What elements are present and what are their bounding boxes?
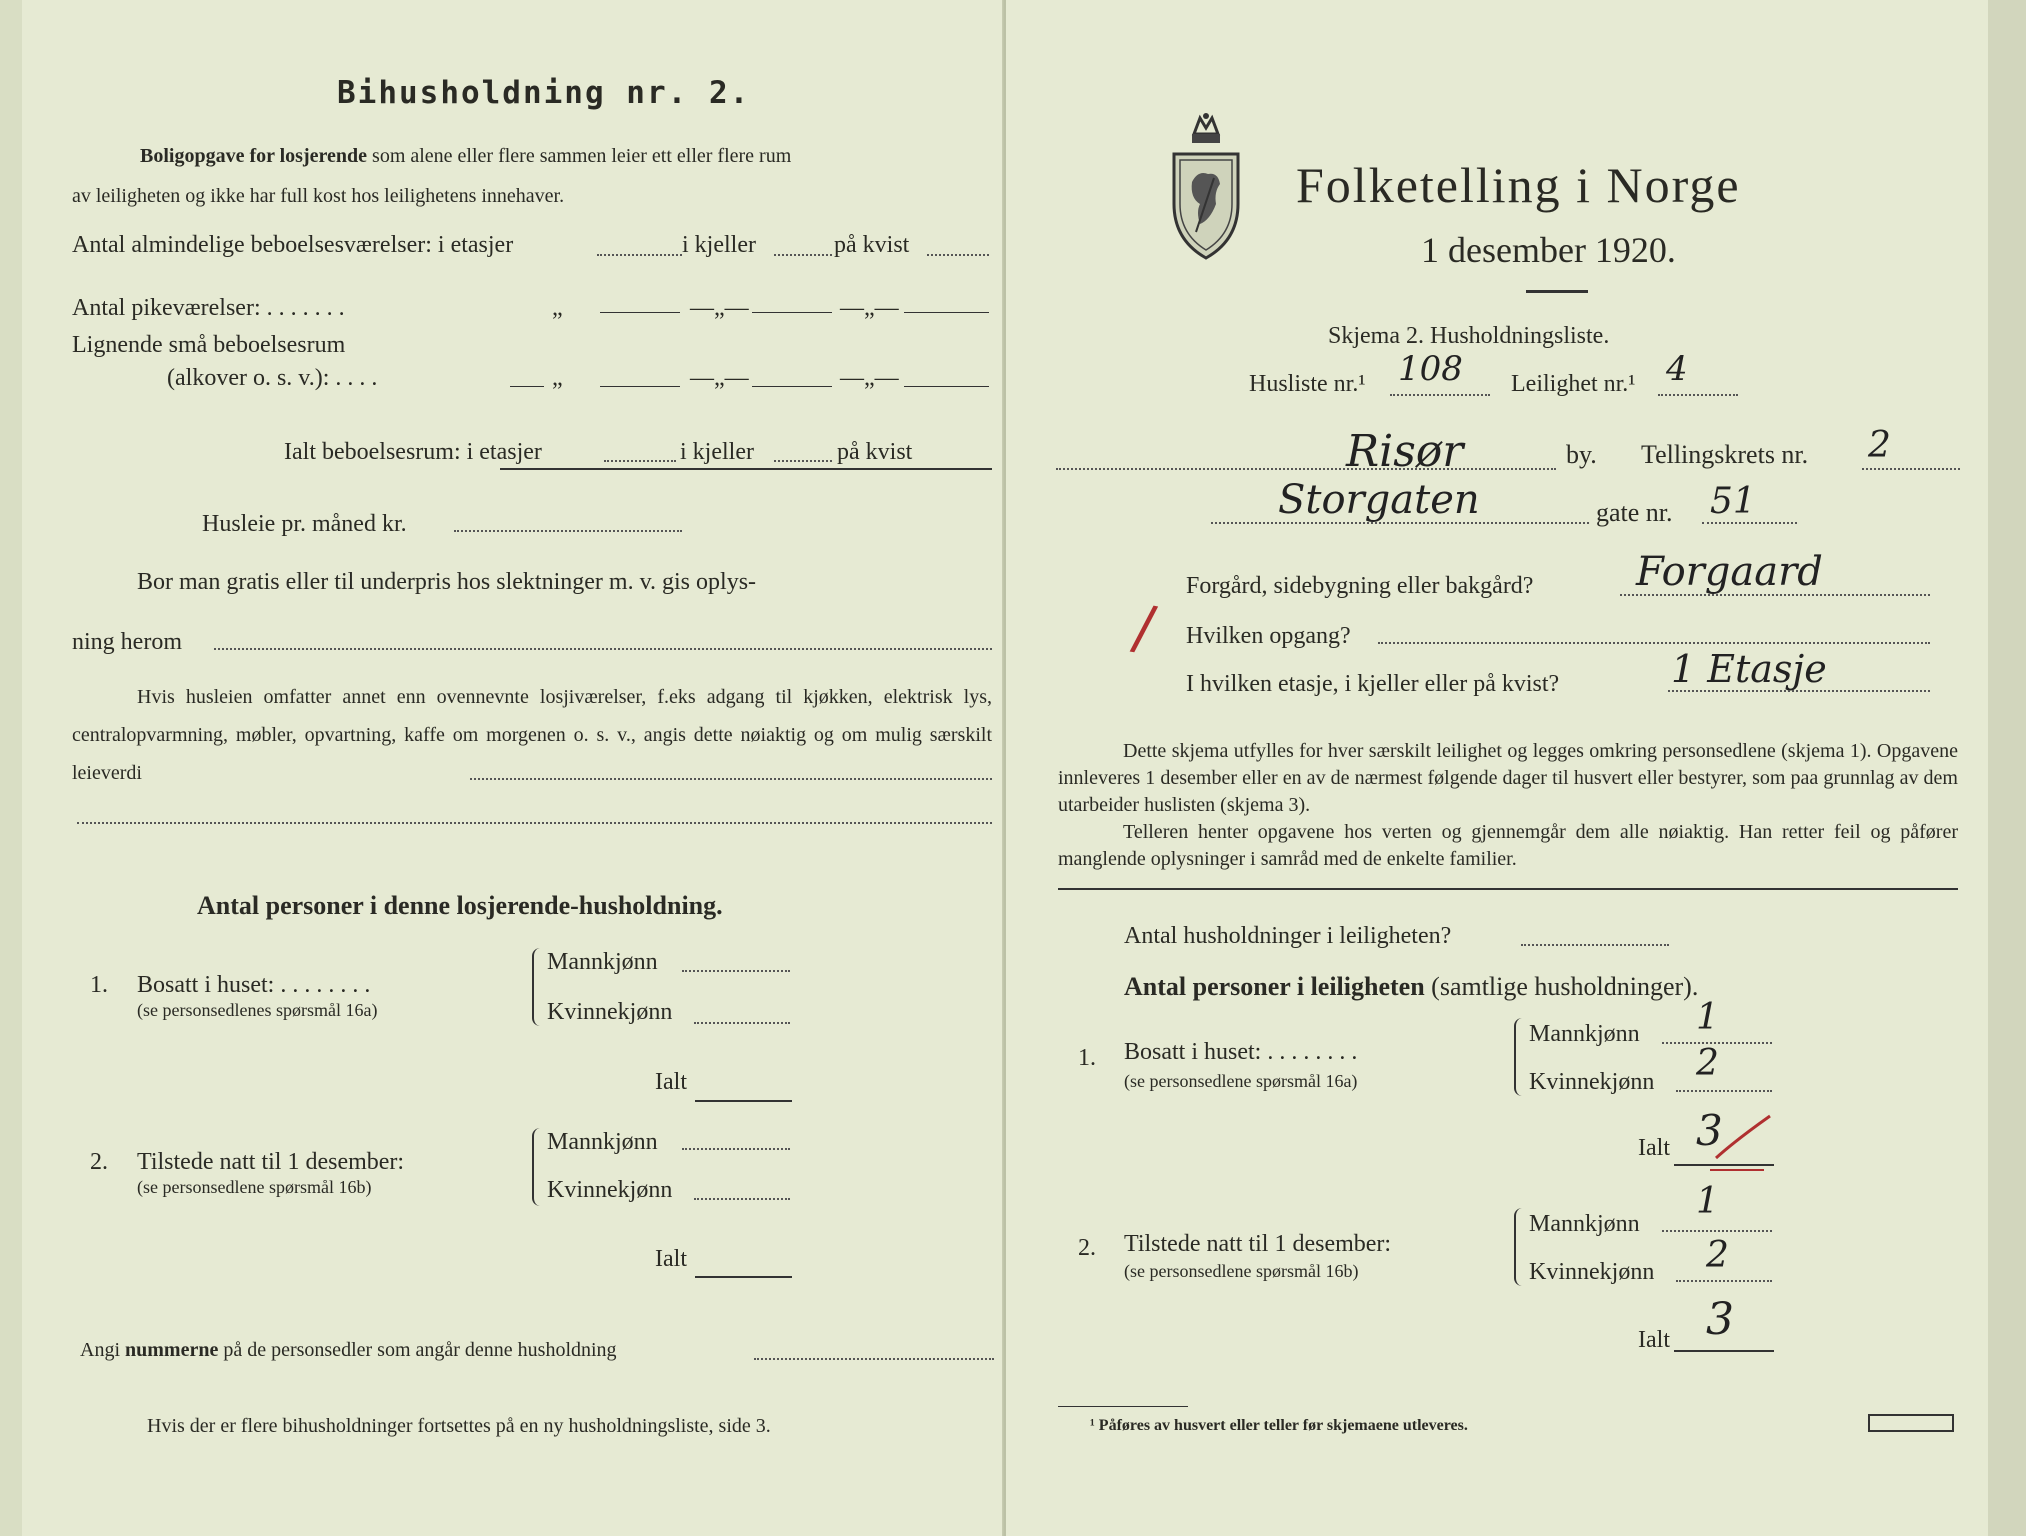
rq2-male-label: Mannkjønn <box>1529 1211 1640 1237</box>
small-rooms-quote: „ <box>552 365 563 391</box>
rq2-sub: (se personsedlene spørsmål 16b) <box>1124 1261 1359 1281</box>
rq2-num: 2. <box>1078 1235 1096 1261</box>
pike-quote: „ <box>552 295 563 321</box>
rent-line <box>454 530 682 532</box>
instructions-1: Dette skjema utfylles for hver særskilt leilighet og legges omkring personsedlene (skjema 1). Opgavene innleveres 1 desember eller en av de nærmest følgende dager til husvert eller bestyrer, som paa grunnlag av dem utarbeider huslisten (skjema 3). <box>1058 740 1958 816</box>
rooms-label: Antal almindelige beboelsesværelser: i etasjer <box>72 232 514 258</box>
rq1-total-line <box>1674 1164 1774 1166</box>
q1-male-label: Mannkjønn <box>547 949 658 975</box>
red-check-icon <box>1706 1110 1776 1180</box>
footnote: ¹ Påføres av husvert eller teller før skjemaene utleveres. <box>1090 1417 1468 1434</box>
q2-total-label: Ialt <box>655 1246 687 1272</box>
q1-sub: (se personsedlenes spørsmål 16a) <box>137 1000 378 1020</box>
intro-bold: Boligopgave for losjerende <box>140 145 368 167</box>
rq2-female-line <box>1676 1280 1772 1282</box>
small-rooms-label-2: (alkover o. s. v.): . . . . <box>167 365 378 391</box>
census-date: 1 desember 1920. <box>1421 230 1676 270</box>
households-line <box>1521 944 1669 946</box>
gratis-line <box>214 648 992 650</box>
rooms-kjeller-line <box>774 254 832 256</box>
persons-label <box>1124 974 1698 1000</box>
left-title: Bihusholdning nr. 2. <box>337 75 751 111</box>
leilighet-line <box>1658 394 1738 396</box>
rq1-female-value: 2 <box>1696 1043 1719 1084</box>
rooms-etasjer-line <box>597 254 682 256</box>
leieverdi-line <box>470 778 992 780</box>
persons-bold: Antal personer i leiligheten <box>1124 972 1425 1001</box>
coat-of-arms-icon <box>1166 112 1246 262</box>
q1-brace <box>532 948 544 1026</box>
rq2-total-label: Ialt <box>1638 1327 1670 1353</box>
rq2-total-value: 3 <box>1706 1294 1734 1345</box>
etasje-label: I hvilken etasje, i kjeller eller på kvist? <box>1186 671 1560 697</box>
krets-label: Tellingskrets nr. <box>1641 440 1809 469</box>
q2-male-label: Mannkjønn <box>547 1129 658 1155</box>
rq2-total-line <box>1674 1350 1774 1352</box>
husliste-value: 108 <box>1398 349 1463 389</box>
gate-label: gate nr. <box>1596 498 1673 527</box>
intro-rest: som alene eller flere sammen leier ett eller flere rum <box>367 145 792 167</box>
right-page <box>1006 0 1988 1536</box>
instructions-rule <box>1058 888 1958 890</box>
pike-line-2 <box>752 312 832 313</box>
rq1-male-value: 1 <box>1696 997 1719 1038</box>
intro-line-2: av leiligheten og ikke har full kost hos leilighetens innehaver. <box>72 185 565 207</box>
pike-label: Antal pikeværelser: . . . . . . . <box>72 295 345 321</box>
q2-brace <box>532 1128 544 1206</box>
leieverdi-line-2 <box>77 822 992 824</box>
gratis-line-2: ning herom <box>72 629 182 655</box>
rq2-male-line <box>1662 1230 1772 1232</box>
etasje-line <box>1668 690 1930 692</box>
husliste-label: Husliste nr.¹ <box>1249 371 1366 397</box>
q2-male-line <box>682 1148 790 1150</box>
q2-total-line <box>695 1276 792 1278</box>
small-rooms-label-1: Lignende små beboelsesrum <box>72 332 346 358</box>
numbers-label <box>80 1340 617 1360</box>
small-rooms-line-0 <box>510 386 544 387</box>
left-footer: Hvis der er flere bihusholdninger fortsettes på en ny husholdningsliste, side 3. <box>147 1415 771 1437</box>
rq1-total-value: 3 <box>1696 1106 1723 1155</box>
rooms-kvist-line <box>927 254 989 256</box>
rq2-label: Tilstede natt til 1 desember: <box>1124 1231 1392 1257</box>
opgang-line <box>1378 642 1930 644</box>
persons-rest: (samtlige husholdninger). <box>1424 972 1699 1001</box>
q2-num: 2. <box>90 1149 108 1175</box>
etasje-value: 1 Etasje <box>1671 647 1827 691</box>
krets-value: 2 <box>1868 425 1891 466</box>
rq1-num: 1. <box>1078 1045 1096 1071</box>
rq1-label: Bosatt i huset: . . . . . . . . <box>1124 1039 1358 1065</box>
rooms-kvist: på kvist <box>834 232 910 258</box>
opgang-label: Hvilken opgang? <box>1186 623 1351 649</box>
q1-male-line <box>682 970 790 972</box>
pike-dash-1: —„— <box>690 295 749 321</box>
numbers-post: på de personsedler som angår denne husholdning <box>218 1339 617 1361</box>
q2-female-line <box>694 1198 790 1200</box>
right-title: Folketelling i Norge <box>1296 157 1741 213</box>
q1-female-line <box>694 1022 790 1024</box>
forgard-value: Forgaard <box>1636 549 1823 595</box>
numbers-bold: nummerne <box>125 1339 219 1361</box>
total-kvist: på kvist <box>837 439 913 465</box>
rq1-total-label: Ialt <box>1638 1135 1670 1161</box>
small-rooms-dash-1: —„— <box>690 365 749 391</box>
total-kjeller-line <box>774 460 832 462</box>
q2-label: Tilstede natt til 1 desember: <box>137 1149 405 1175</box>
q1-num: 1. <box>90 972 108 998</box>
gate-value: 51 <box>1710 481 1756 522</box>
persons-heading: Antal personer i denne losjerende-husholdning. <box>197 891 723 920</box>
forgard-label: Forgård, sidebygning eller bakgård? <box>1186 573 1534 599</box>
small-rooms-line-2 <box>752 386 832 387</box>
rent-label: Husleie pr. måned kr. <box>202 511 407 537</box>
rooms-kjeller: i kjeller <box>682 232 756 258</box>
households-label: Antal husholdninger i leiligheten? <box>1124 923 1452 949</box>
q1-total-line <box>695 1100 792 1102</box>
q2-sub: (se personsedlene spørsmål 16b) <box>137 1177 372 1197</box>
rq1-female-label: Kvinnekjønn <box>1529 1069 1655 1095</box>
street-value: Storgaten <box>1278 477 1480 523</box>
total-underline <box>500 468 992 470</box>
rq2-female-value: 2 <box>1706 1235 1729 1276</box>
red-margin-mark: / <box>1128 591 1161 665</box>
rq2-female-label: Kvinnekjønn <box>1529 1259 1655 1285</box>
schema-label: Skjema 2. Husholdningsliste. <box>1328 323 1610 349</box>
rq2-brace <box>1514 1208 1526 1286</box>
husliste-line <box>1390 394 1490 396</box>
small-rooms-line-3 <box>904 386 989 387</box>
pike-line-1 <box>600 312 680 313</box>
rent-note: Hvis husleien omfatter annet enn ovennevnte losjiværelser, f.eks adgang til kjøkken, elektrisk lys, centralopvarmning, møbler, opvartning, kaffe om morgenen o. s. v., angis dette nøiaktig og om mulig særskilt leieverdi <box>72 686 992 784</box>
leilighet-label: Leilighet nr.¹ <box>1511 371 1636 397</box>
small-rooms-dash-2: —„— <box>840 365 899 391</box>
total-kjeller: i kjeller <box>680 439 754 465</box>
printer-stamp <box>1868 1414 1954 1432</box>
q1-label: Bosatt i huset: . . . . . . . . <box>137 972 371 998</box>
krets-line <box>1862 468 1960 470</box>
by-label: by. <box>1566 440 1597 469</box>
left-page <box>22 0 1004 1536</box>
intro-line-1 <box>140 146 791 166</box>
gate-line <box>1702 522 1797 524</box>
total-etasjer-line <box>604 460 676 462</box>
numbers-pre: Angi <box>80 1339 125 1361</box>
q2-female-label: Kvinnekjønn <box>547 1177 673 1203</box>
pike-line-3 <box>904 312 989 313</box>
leilighet-value: 4 <box>1666 349 1688 389</box>
rq1-female-line <box>1676 1090 1772 1092</box>
q1-total-label: Ialt <box>655 1069 687 1095</box>
title-rule <box>1526 290 1588 293</box>
scan-edge <box>1988 0 2026 1536</box>
rq1-male-label: Mannkjønn <box>1529 1021 1640 1047</box>
small-rooms-line-1 <box>600 386 680 387</box>
rq1-sub: (se personsedlene spørsmål 16a) <box>1124 1071 1358 1091</box>
street-line <box>1211 522 1589 524</box>
forgard-line <box>1620 594 1930 596</box>
footnote-rule <box>1058 1406 1188 1407</box>
gratis-line-1: Bor man gratis eller til underpris hos slektninger m. v. gis oplys- <box>137 569 757 595</box>
pike-dash-2: —„— <box>840 295 899 321</box>
numbers-line <box>754 1358 994 1360</box>
rq1-brace <box>1514 1018 1526 1096</box>
instructions-2: Telleren henter opgavene hos verten og gjennemgår dem alle nøiaktig. Han retter feil og påfører manglende oplysninger i samråd med de enkelte familier. <box>1058 821 1958 870</box>
city-line <box>1056 468 1556 470</box>
rq2-male-value: 1 <box>1696 1181 1719 1222</box>
q1-female-label: Kvinnekjønn <box>547 999 673 1025</box>
city-value: Risør <box>1346 426 1464 477</box>
total-rooms-label: Ialt beboelsesrum: i etasjer <box>284 439 542 465</box>
